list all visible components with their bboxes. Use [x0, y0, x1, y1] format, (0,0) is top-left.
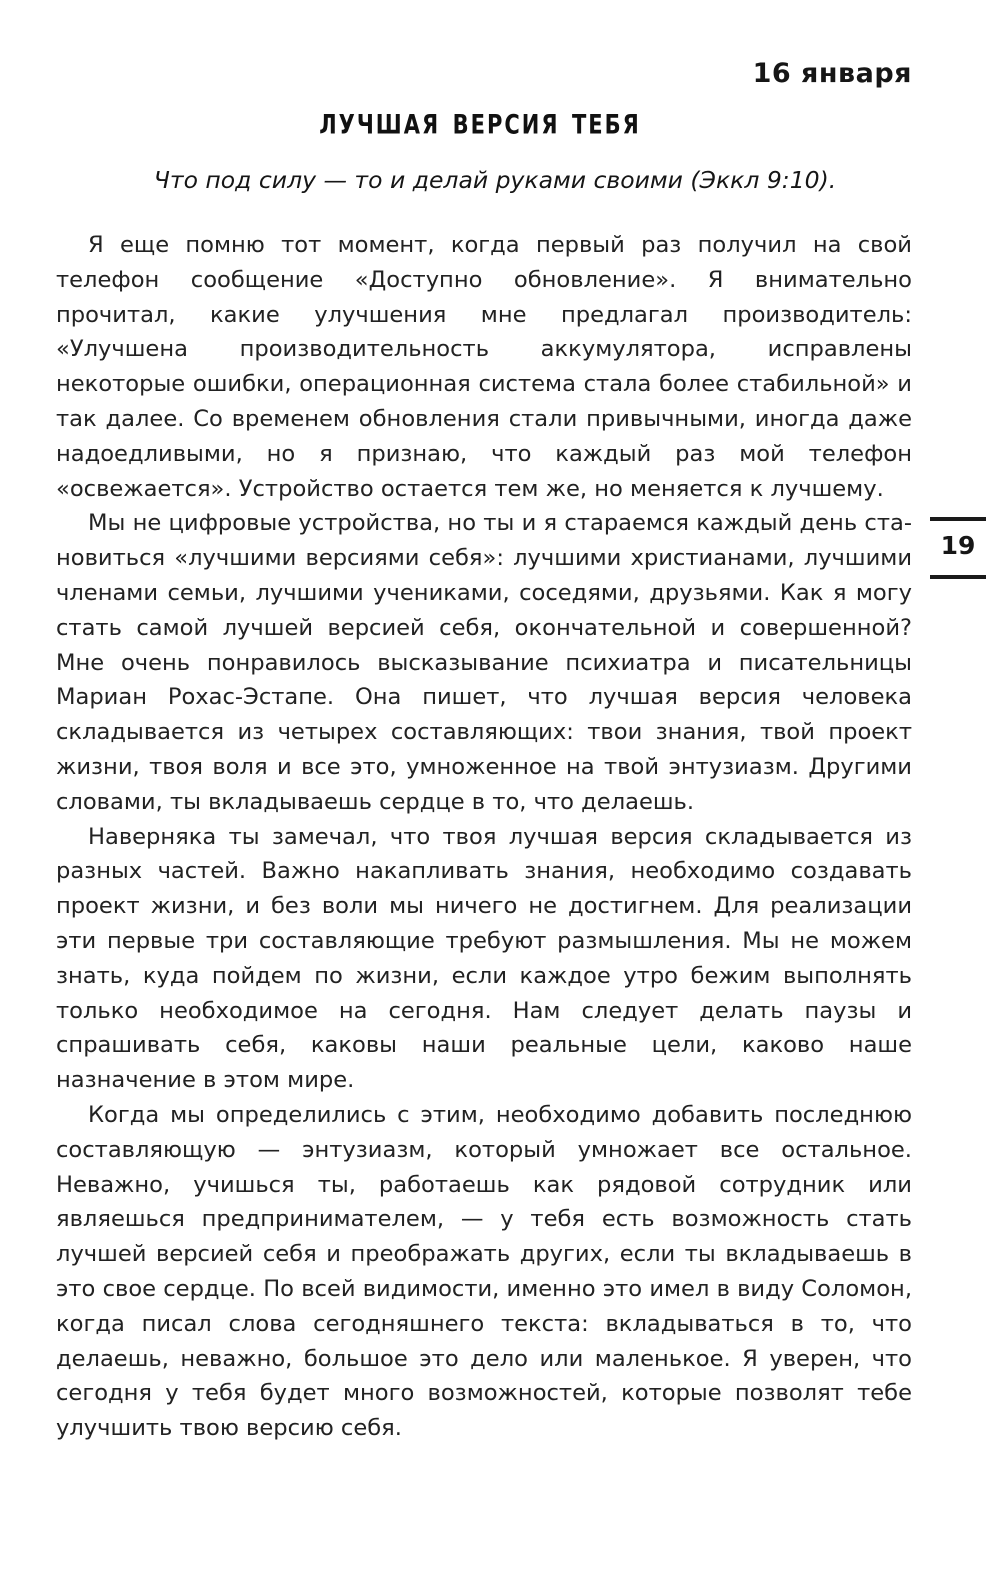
paragraph: Я еще помню тот момент, когда первый раз получил на свой телефон сообщение «Доступно обновление». Я внимательно прочитал, какие улучшения мне предлагал производитель: «Улучшена производительность аккумулятора, исправлены некоторые ошибки, операционная система стала более стабильной» и так далее. Со временем обновления стали привычными, иногда даже надоедливыми, но я признаю, что каждый раз мой телефон «освежается». Устройство остается тем же, но меняется к лучшему. — [56, 232, 912, 502]
tab-rule-top — [930, 517, 986, 521]
epigraph-verse: Что под силу — то и делай руками своими (Эккл 9:10). — [153, 166, 837, 194]
paragraph: Мы не цифровые устройства, но ты и я стараемся каждый день становиться «лучшими версиями себя»: лучшими христианами, лучшими членами семьи, лучшими учениками, соседями, друзьями. Как я могу стать самой лучшей версией себя, окончательной и совершенной? Мне очень понравилось высказывание психиатра и писательницы Мариан Рохас-Эстапе. Она пишет, что лучшая версия человека складывается из четырех составляющих: твои знания, твой проект жизни, твоя воля и все это, умноженное на твой энтузиазм. Другими словами, ты вкладываешь сердце в то, что делаешь. — [56, 510, 912, 815]
tab-rule-bottom — [930, 575, 986, 579]
page-title: лучшая версия тебя — [319, 99, 641, 144]
body-text — [56, 228, 912, 1446]
paragraph: Наверняка ты замечал, что твоя лучшая версия складывается из разных частей. Важно накапливать знания, необходимо создавать проект жизни, и без воли мы ничего не достигнем. Для реализации эти первые три составляющие требуют размышления. Мы не можем знать, куда пойдем по жизни, если каждое утро бежим выполнять только необходимое на сегодня. Нам следует делать паузы и спрашивать себя, каковы наши реальные цели, каково наше назначение в этом мире. — [56, 823, 912, 1094]
paragraph: Когда мы определились с этим, необходимо добавить последнюю составляющую — энтузиазм, который умножает все остальное. Неважно, учишься ты, работаешь как рядовой сотрудник или являешься предпринимателем, — у тебя есть возможность стать лучшей версией себя и преображать других, если ты вкладываешь в это свое сердце. По всей видимости, именно это имел в виду Соломон, когда писал слова сегодняшнего текста: вкладываться в то, что делаешь, неважно, большое это дело или маленькое. Я уверен, что сегодня у тебя будет много возможностей, которые позволят тебе улучшить твою версию себя. — [56, 1101, 912, 1442]
page-date: 16 января — [752, 58, 912, 89]
page-number-tab — [930, 517, 986, 581]
page-number: 19 — [940, 531, 976, 560]
